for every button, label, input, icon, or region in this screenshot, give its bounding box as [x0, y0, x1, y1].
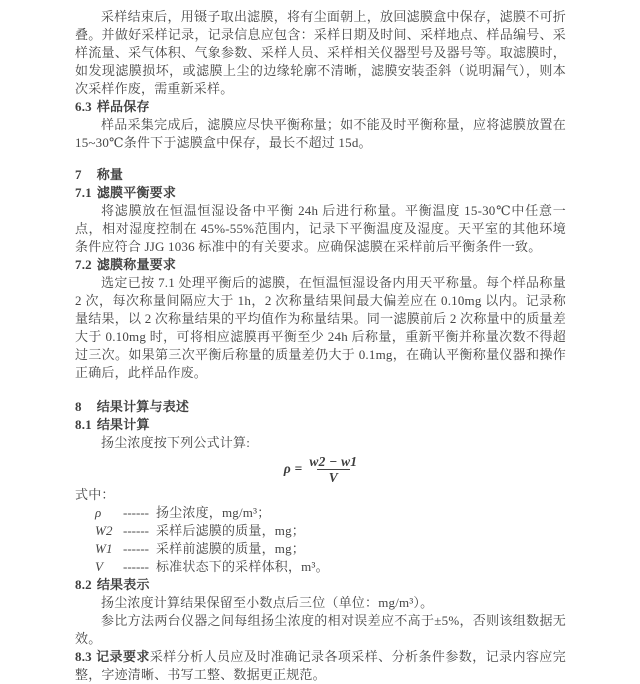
heading-7-2-title: 滤膜称量要求: [96, 257, 177, 272]
dust-concentration-formula: [75, 452, 566, 486]
definition-rho-dashes: ------: [123, 505, 149, 520]
heading-7-number: 7: [75, 167, 82, 182]
definition-w1-text: 采样前滤膜的质量，mg；: [155, 541, 305, 556]
formula-numerator: w2 − w1: [309, 453, 358, 469]
formula-equals-sign: =: [294, 461, 303, 476]
heading-8-2-number: 8.2: [75, 577, 92, 592]
paragraph-8-3-body: 采样分析人员应及时准确记录各项采样、分析条件参数，记录内容应完整，字迹清晰、书写工整、数据更正规范。: [75, 649, 566, 682]
paragraph-7-1: 将滤膜放在恒温恒湿设备中平衡 24h 后进行称量。平衡温度 15-30℃中任意一点，相对湿度控制在 45%-55%范围内，记录下平衡温度及湿度。天平室的其他环境条件应符合 JJG 1036 标准中的有关要求。应确保滤膜在采样前后平衡条件一致。: [75, 203, 566, 254]
heading-8-3-title: 记录要求: [95, 649, 150, 664]
heading-6-3-number: 6.3: [75, 99, 92, 114]
paragraph-sampling-end: 采样结束后，用镊子取出滤膜，将有尘面朝上，放回滤膜盒中保存，滤膜不可折叠。并做好采样记录，记录信息应包含：采样日期及时间、采样地点、样品编号、采样流量、采气体积、气象参数、采样人员、采样相关仪器型号及器号等。取滤膜时，如发现滤膜损坏，或滤膜上尘的边缘轮廓不清晰，滤膜安装歪斜（说明漏气），则本次采样作废，需重新采样。: [75, 9, 566, 96]
heading-8-2-title: 结果表示: [96, 577, 150, 592]
heading-7-title: 称量: [96, 167, 124, 182]
where-label: 式中：: [75, 487, 115, 502]
heading-7-1: [75, 184, 566, 202]
heading-7-1-title: 滤膜平衡要求: [96, 185, 177, 200]
paragraph-8-3: [75, 648, 566, 684]
heading-8-title: 结果计算与表述: [96, 399, 190, 414]
heading-7: [75, 166, 566, 184]
definition-v-symbol: V: [95, 559, 104, 574]
definition-w1-symbol: W1: [95, 541, 113, 556]
definition-rho-text: 扬尘浓度，mg/m³；: [155, 505, 271, 520]
heading-6-3-title: 样品保存: [96, 99, 150, 114]
heading-6-3: [75, 98, 566, 116]
heading-8-1: [75, 416, 566, 434]
paragraph-8-2-line1: 扬尘浓度计算结果保留至小数点后三位（单位：mg/m³）。: [101, 595, 434, 610]
heading-8-3-number: 8.3: [75, 649, 92, 664]
definition-v-dashes: ------: [123, 559, 149, 574]
paragraph-6-3: 样品采集完成后，滤膜应尽快平衡称量；如不能及时平衡称量，应将滤膜放置在 15~30℃条件下于滤膜盒中保存，最长不超过 15d。: [75, 117, 566, 150]
heading-8-1-title: 结果计算: [96, 417, 150, 432]
definition-w2: [95, 522, 566, 540]
definition-w2-dashes: ------: [123, 523, 149, 538]
formula-rho-symbol: ρ: [283, 461, 291, 476]
definition-w2-symbol: W2: [95, 523, 113, 538]
definition-w2-text: 采样后滤膜的质量，mg；: [155, 523, 305, 538]
heading-8-1-number: 8.1: [75, 417, 92, 432]
paragraph-7-2: 选定已按 7.1 处理平衡后的滤膜，在恒温恒湿设备内用天平称量。每个样品称量 2 次，每次称量间隔应大于 1h，2 次称量结果间最大偏差应在 0.10mg 以内。记录称量结果，以 2 次称量结果的平均值作为称量结果。同一滤膜前后 2 次称量中的质量差大于 0.10mg 时，可将相应滤膜再平衡至少 24h 后称量，重新平衡并称量次数不得超过三次。如果第三次平衡后称量的质量差仍大于 0.1mg，在确认平衡称量仪器和操作正确后，此样品作废。: [75, 275, 566, 380]
heading-8-2: [75, 576, 566, 594]
definition-v-text: 标准状态下的采样体积，m³。: [155, 559, 329, 574]
definition-v: [95, 558, 566, 576]
definition-w1: [95, 540, 566, 558]
definition-rho-symbol: ρ: [95, 505, 102, 520]
heading-7-2: [75, 256, 566, 274]
heading-8-3: [75, 649, 150, 664]
definition-rho: [95, 504, 566, 522]
heading-8: [75, 398, 566, 416]
heading-7-2-number: 7.2: [75, 257, 92, 272]
symbol-definitions: [75, 504, 566, 576]
definition-w1-dashes: ------: [123, 541, 149, 556]
heading-7-1-number: 7.1: [75, 185, 92, 200]
formula-denominator: V: [317, 469, 350, 485]
formula-fraction: [309, 454, 357, 485]
paragraph-8-2-line2: 参比方法两台仪器之间每组扬尘浓度的相对误差应不高于±5%，否则该组数据无效。: [75, 613, 566, 646]
paragraph-8-1-intro: 扬尘浓度按下列公式计算:: [101, 435, 251, 450]
heading-8-number: 8: [75, 399, 82, 414]
